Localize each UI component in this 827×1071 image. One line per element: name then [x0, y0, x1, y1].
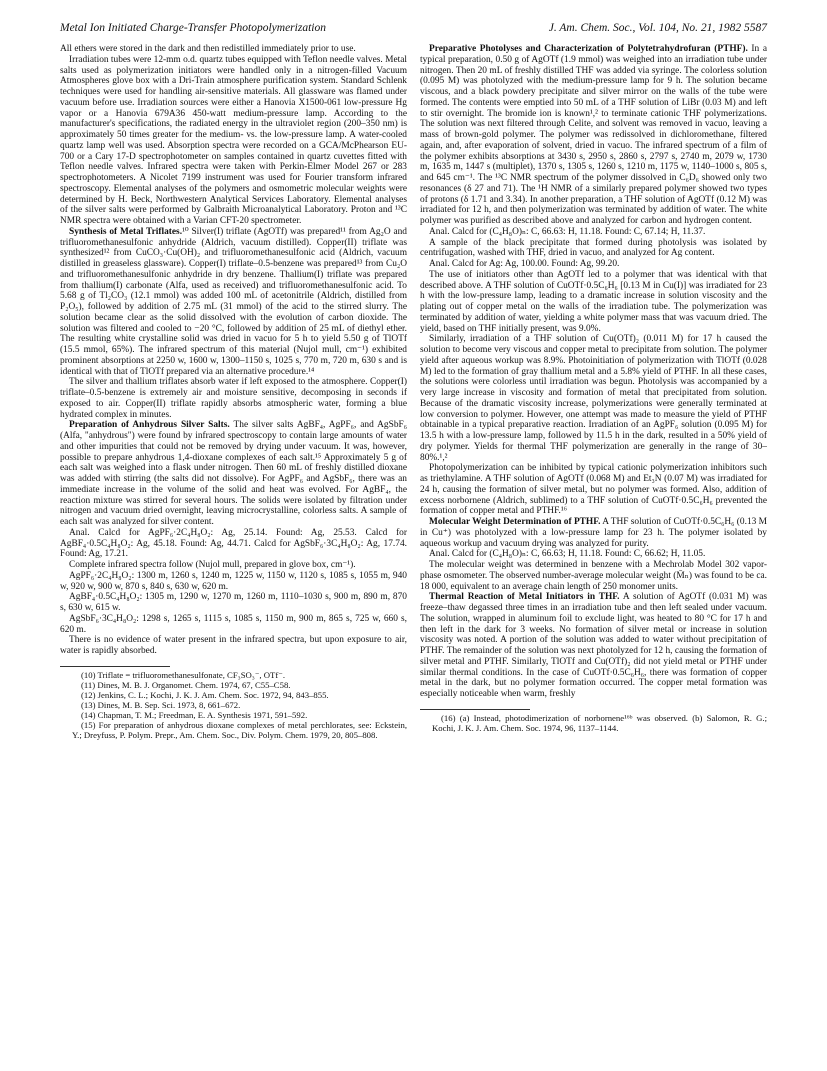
footnote: (16) (a) Instead, photodimerization of norbornene¹⁶ᵇ was observed. (b) Salomon, R. G.; Kochi, J. K. J. Am. Chem. Soc. 1974, 96, 1137–1144. — [432, 712, 767, 733]
body-paragraph — [60, 635, 407, 657]
running-title: Metal Ion Initiated Charge-Transfer Photopolymerization — [60, 22, 326, 34]
paragraph-text: AgBF₄·0.5C₄H₈O₂: 1305 m, 1290 w, 1270 m, 1260 m, 1110–1030 s, 900 m, 890 m, 870 s, 630 w, 615 w. — [60, 592, 407, 613]
paragraph-text: AgSbF₆·3C₄H₈O₂: 1298 s, 1265 s, 1115 s, 1085 s, 1150 m, 900 m, 865 s, 725 w, 660 s, 620 m. — [60, 613, 407, 635]
paragraph-text: Similarly, irradiation of a THF solution of Cu(OTf)₂ (0.011 M) for 17 h caused the solution to become very viscous and copper metal to precipitate from solution. The polymer yield after aqueous workup was 8.9%. Photoinitiation of polymerization with TlOTf (0.028 M) led to the formation of gray thallium metal and a 5.8% yield of PTHF. In all these cases, the solutions were colorless until irradiation was begun. Photolysis was accompanied by a very large increase in viscosity and formation of metal that precipitated from solution. Because of the dramatic viscosity increase, polymerizations were generally terminated at low conversion to polymer. However, one attempt was made to measure the yield of PTHF obtainable in a typical preparative reaction. Irradiation of an AgPF₆ solution (0.095 M) for 13.5 h with a low-pressure lamp, followed by 11.5 h in the dark, resulted in a 50% yield of dry polymer. Yields for thermal THF polymerization are generally in the range of 30–80%.¹,² — [420, 334, 767, 463]
footnote: (10) Triflate = trifluoromethanesulfonate, CF₃SO₃⁻, OTf⁻. — [81, 669, 285, 680]
body-paragraph — [60, 420, 407, 528]
paragraph-text: Irradiation tubes were 12-mm o.d. quartz tubes equipped with Teflon needle valves. Metal salts used as polymerization initiators were handled only in a nitrogen-filled Vacuum Atmospheres glove box with a Dri-Train atmosphere purification system. Standard Schlenk techniques were used for handling air-sensitive materials. All glassware was flamed under vacuum before use. Irradiation sources were either a Hanovia X1500-061 low-pressure Hg vapor or a Hanovia 679A36 450-watt medium-pressure lamp. According to the manufacturer's specifications, the radiated energy in the ultraviolet region (200–350 nm) is approximately 50 times greater for the medium- vs. the low-pressure lamp. A water-cooled quartz lamp well was used. Absorption spectra were recorded on a GCA/McPhearson EU-700 or a Cary 17-D spectrophotometer on samples contained in quartz cuvettes fitted with Teflon needle valves. Infrared spectra were taken with Perkin-Elmer Model 267 or 283 spectrophotometers. A Nicolet 7199 instrument was used for Fourier transform infrared spectroscopy. Elemental analyses of the polymers and osmometric molecular weights were determined by H. Beck, Northwestern Analytical Services Laboratory. Elemental analyses of the silver salts were performed by Galbraith Microanalytical Laboratory. Proton and ¹³C NMR spectra were obtained with a Varian CFT-20 spectrometer. — [60, 54, 407, 226]
section-heading: Preparative Photolyses and Characterization of Polytetrahydrofuran (PTHF). — [429, 44, 748, 54]
paragraph-text: Complete infrared spectra follow (Nujol mull, prepared in glove box, cm⁻¹). — [69, 560, 356, 570]
footnote-rule — [60, 666, 170, 667]
right-column — [420, 44, 767, 733]
section-heading: Preparation of Anhydrous Silver Salts. — [69, 420, 230, 431]
body-paragraph — [60, 377, 407, 420]
paragraph-text: The use of initiators other than AgOTf led to a polymer that was identical with that described above. A THF solution of CuOTf·0.5C₆H₆ [0.13 M in Cu(I)] was irradiated for 23 h with the low-pressure lamp, leading to a dramatic increase in solution viscosity and the plating out of copper metal on the walls of the irradiation tube. The polymerization was terminated by addition of water, yielding a white polymer mass that was vacuum dried. The yield, based on THF initially present, was 9.0%. — [420, 269, 767, 334]
body-paragraph — [60, 44, 407, 55]
body-paragraph — [420, 334, 767, 463]
body-paragraph — [420, 549, 767, 560]
footnote: (11) Dines, M. B. J. Organomet. Chem. 1974, 67, C55–C58. — [81, 679, 291, 690]
body-paragraph — [60, 614, 407, 636]
footnote: (14) Chapman, T. M.; Freedman, E. A. Synthesis 1971, 591–592. — [81, 710, 308, 721]
running-header — [60, 22, 767, 38]
footnote-rule — [420, 709, 530, 710]
paragraph-text: The silver and thallium triflates absorb water if left exposed to the atmosphere. Copper(I) triflate–0.5-benzene is extremely air and moisture sensitive, decomposing in seconds if exposed to air. Copper(II) triflate rapidly absorbs atmospheric water, forming a blue hydrated complex in minutes. — [60, 377, 407, 420]
journal-citation: J. Am. Chem. Soc., Vol. 104, No. 21, 1982 5587 — [548, 22, 767, 34]
section-heading: Thermal Reaction of Metal Initiators in THF. — [429, 592, 620, 603]
body-paragraph — [420, 560, 767, 592]
body-paragraph — [420, 44, 767, 227]
body-paragraph — [60, 592, 407, 614]
body-paragraph — [60, 571, 407, 593]
paragraph-text: Anal. Calcd for (C₄H₈O)ₙ: C, 66.63; H, 11.18. Found: C, 66.62; H, 11.05. — [429, 549, 706, 560]
section-heading: Molecular Weight Determination of PTHF. — [429, 517, 601, 527]
paragraph-text: A THF solution of CuOTf·0.5C₆H₆ (0.13 M in Cu⁺) was photolyzed with a low-pressure lamp for 23 h. The polymer isolated by aqueous workup and vacuum drying was analyzed for purity. — [420, 517, 768, 549]
body-paragraph — [60, 528, 407, 560]
paragraph-text: There is no evidence of water present in the infrared spectra, but upon exposure to air, water is rapidly absorbed. — [60, 635, 407, 656]
paragraph-text: In a typical preparation, 0.50 g of AgOTf (1.9 mmol) was weighed into an irradiation tube under nitrogen. Then 20 mL of freshly distilled THF was added via syringe. The colorless solution (0.095 M) was photolyzed with the medium-pressure lamp for 9 h. The solution became viscous, and a black powdery precipitate and silver mirror on the walls of the tube were formed. The contents were emptied into 50 mL of a THF solution of LiBr (0.03 M) and left to stir overnight. The bromide ion is known¹,² to terminate cationic THF polymerizations. The solution was next filtered through Celite, and solvent was removed in vacuo, leaving a mass of brown-gold polymer. The polymer was redissolved in dichloromethane, filtered again, and, after evaporation of solvent, dried in vacuo. The infrared spectrum of a film of the polymer exhibits absorptions at 3430 s, 2950 s, 2860 s, 2797 s, 2740 m, 2079 w, 1730 m, 1635 m, 1447 s (multiplet), 1370 s, 1305 s, 1260 s, 1210 m, 1175 w, 1140–1000 s, 805 s, and 645 cm⁻¹. The ¹³C NMR spectrum of the polymer dissolved in C₆D₆ showed only two resonances (δ 27 and 71). The ¹H NMR of a similarly prepared polymer showed two types of protons (δ 1.71 and 3.34). In another preparation, a THF solution of AgOTf (0.12 M) was irradiated for 12 h, and then polymerization was terminated by addition of water. The white polymer was purified as described above and analyzed for carbon and hydrogen content. — [420, 44, 767, 226]
body-paragraph — [60, 55, 407, 227]
body-paragraph — [420, 592, 767, 700]
paragraph-text: AgPF₆·2C₄H₈O₂: 1300 m, 1260 s, 1240 m, 1225 w, 1150 w, 1120 s, 1085 s, 1055 m, 940 w, 920 w, 900 w, 870 s, 840 s, 630 w, 620 m. — [60, 570, 407, 592]
body-paragraph — [420, 270, 767, 335]
section-heading: Synthesis of Metal Triflates. — [69, 226, 183, 237]
paragraph-text: ¹⁰ Silver(I) triflate (AgOTf) was prepared¹¹ from Ag₂O and trifluoromethanesulfonic anhydride (Aldrich, vacuum distilled). Copper(II) triflate was synthesized¹² from CuCO₃·Cu(OH)₂ and trifluoromethanesulfonic acid (Aldrich, vacuum distilled in greaseless glassware). Copper(I) triflate–0.5-benzene was prepared¹³ from Cu₂O and trifluoromethanesulfonic anhydride in dry benzene. Thallium(I) triflate was prepared from thallium(I) carbonate (Alfa, used as received) and trifluoromethanesulfonic acid. To 5.68 g of Tl₂CO₃ (12.1 mmol) was added 100 mL of acetonitrile (Aldrich, distilled from P₂O₅), followed by addition of 2.75 mL (31 mmol) of the acid to the stirred slurry. The solution became clear as the solid dissolved with the evolution of carbon dioxide. The solution was filtered and cooled to −20 °C, followed by addition of 25 mL of diethyl ether. The resulting white crystalline solid was dried in vacuo for 5 h to yield 5.50 g of TlOTf (15.5 mmol, 65%). The infrared spectrum of this material (Nujol mull, cm⁻¹) exhibited prominent absorptions at 2250 w, 1600 w, 1300–1150 s, 1025 s, 770 m, 720 m, 630 s and is identical with that of TlOTf prepared via an alternative procedure.¹⁴ — [60, 226, 407, 377]
paragraph-text: The silver salts AgBF₄, AgPF₆, and AgSbF₆ (Alfa, "anhydrous") were found by infrared spectroscopy to contain large amounts of water and other impurities that could not be removed by drying under vacuum. It was, however, possible to prepare anhydrous 1,4-dioxane complexes of each salt.¹⁵ Approximately 5 g of each salt was weighed into a flask under nitrogen. Then 60 mL of freshly distilled dioxane was added with stirring (the salts did not dissolve). For AgPF₆ and AgSbF₆, there was an immediate increase in the volume of the solid and heat was evolved. For AgBF₄, the reaction mixture was stirred for several hours. The solids were isolated by filtration under nitrogen and vacuum dried overnight, leaving microcrystalline, colorless salts. A sample of each salt was analyzed for silver content. — [60, 420, 408, 527]
body-paragraph — [60, 560, 407, 571]
body-paragraph — [420, 463, 767, 517]
footnote: (12) Jenkins, C. L.; Kochi, J. K. J. Am. Chem. Soc. 1972, 94, 843–855. — [81, 689, 329, 700]
paragraph-text: A solution of AgOTf (0.031 M) was freeze–thaw degassed three times in an irradiation tube and then left sealed under vacuum. The solution, wrapped in aluminum foil to exclude light, was heated to 80 °C for 17 h and then left in the dark for 3 weeks. No formation of silver metal or increase in solution viscosity was noted. A portion of the solution was added to water without precipitation of PTHF. The remainder of the solution was next photolyzed for 12 h, causing the formation of silver metal and PTHF. Similarly, TlOTf and Cu(OTf)₂ did not yield metal or PTHF under similar thermal conditions. In the case of CuOTf·0.5C₆H₆, there was formation of copper metal in the dark, but no polymer formation occurred. The copper metal formation was especially noticeable when warm, freshly — [420, 592, 767, 699]
paragraph-text: Photopolymerization can be inhibited by typical cationic polymerization inhibitors such as triethylamine. A THF solution of AgOTf (0.068 M) and Et₃N (0.07 M) was irradiated for 24 h, causing the formation of silver metal, but no polymer was formed. Also, addition of excess norbornene (Aldrich, sublimed) to a THF solution of CuOTf·0.5C₆H₆ prevented the formation of copper metal and PTHF.¹⁶ — [420, 463, 767, 517]
paragraph-text: The molecular weight was determined in benzene with a Mechrolab Model 302 vapor-phase osmometer. The observed number-average molecular weight (M̄ₙ) was found to be ca. 18 000, equivalent to an average chain length of 250 monomer units. — [420, 560, 767, 592]
paragraph-text: A sample of the black precipitate that formed during photolysis was isolated by centrifugation, washed with THF, dried in vacuo, and analyzed for Ag content. — [420, 237, 767, 259]
paragraph-text: Anal. Calcd for AgPF₆·2C₄H₈O₂: Ag, 25.14. Found: Ag, 25.53. Calcd for AgBF₄·0.5C₄H₈O₂: Ag, 45.18. Found: Ag, 44.71. Calcd for AgSbF₆·3C₄H₈O₂: Ag, 17.74. Found: Ag, 17.21. — [60, 527, 407, 560]
paragraph-text: All ethers were stored in the dark and then redistilled immediately prior to use. — [60, 44, 356, 54]
body-paragraph — [60, 227, 407, 378]
body-paragraph — [420, 227, 767, 238]
body-paragraph — [420, 259, 767, 270]
body-paragraph — [420, 517, 767, 549]
body-paragraph — [420, 238, 767, 260]
paragraph-text: Anal. Calcd for (C₄H₈O)ₙ: C, 66.63: H, 11.18. Found: C, 67.14; H, 11.37. — [429, 226, 706, 237]
footnote: (15) For preparation of anhydrous dioxane complexes of metal perchlorates, see: Eckstein, Y.; Dreyfuss, P. Polym. Prepr., Am. Chem. Soc., Div. Polym. Chem. 1979, 20, 805–808. — [72, 720, 407, 741]
footnote: (13) Dines, M. B. Sep. Sci. 1973, 8, 661–672. — [81, 700, 241, 711]
paragraph-text: Anal. Calcd for Ag: Ag, 100.00. Found: Ag, 99.20. — [429, 259, 620, 269]
left-column — [60, 44, 407, 740]
